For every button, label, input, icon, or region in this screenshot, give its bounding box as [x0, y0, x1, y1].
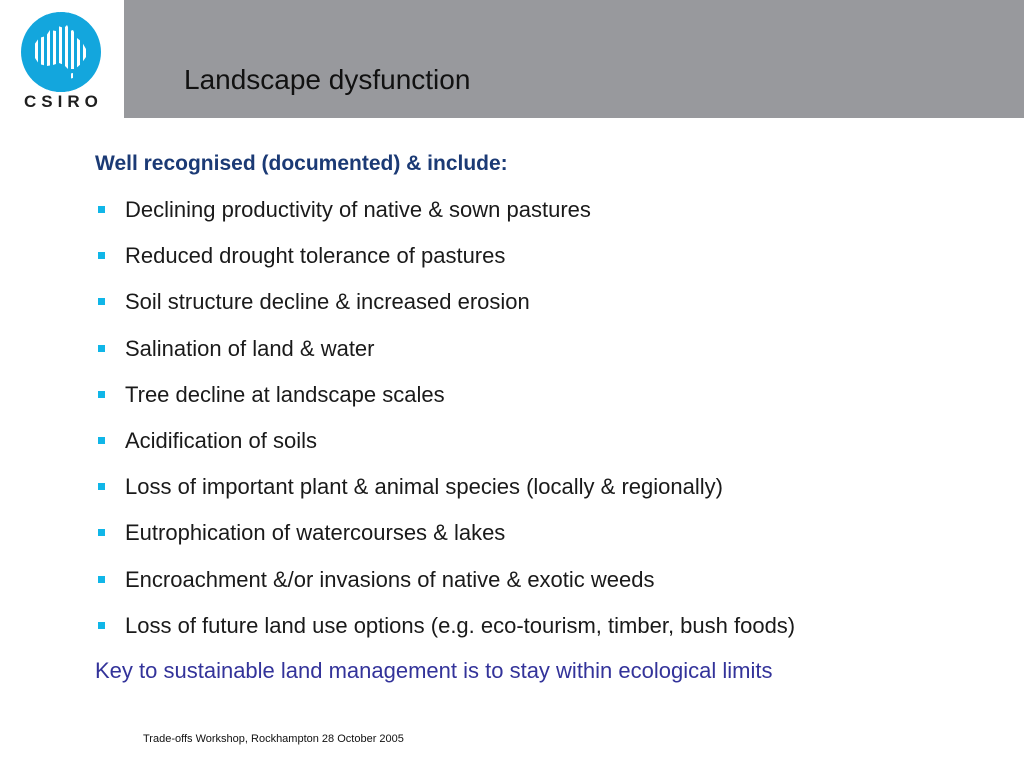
section-heading: Well recognised (documented) & include:	[95, 152, 508, 175]
bullet-item	[95, 471, 995, 517]
square-bullet-icon	[98, 622, 105, 629]
footer-text: Trade-offs Workshop, Rockhampton 28 October 2005	[143, 733, 404, 745]
logo-text: CSIRO	[24, 92, 103, 111]
logo-area	[0, 0, 124, 118]
bullet-item	[95, 425, 995, 471]
bullet-text: Loss of important plant & animal species (locally & regionally)	[125, 474, 723, 500]
square-bullet-icon	[98, 298, 105, 305]
bullet-text: Reduced drought tolerance of pastures	[125, 243, 506, 269]
key-statement: Key to sustainable land management is to stay within ecological limits	[95, 657, 773, 683]
bullet-text: Loss of future land use options (e.g. eco-tourism, timber, bush foods)	[125, 612, 796, 638]
bullet-item	[95, 194, 995, 240]
bullet-text: Eutrophication of watercourses & lakes	[125, 520, 506, 546]
square-bullet-icon	[98, 391, 105, 398]
square-bullet-icon	[98, 529, 105, 536]
bullet-item	[95, 333, 995, 379]
bullet-item	[95, 240, 995, 286]
bullet-text: Acidification of soils	[125, 427, 317, 453]
bullet-text: Encroachment &/or invasions of native & exotic weeds	[125, 566, 655, 592]
square-bullet-icon	[98, 437, 105, 444]
square-bullet-icon	[98, 483, 105, 490]
square-bullet-icon	[98, 345, 105, 352]
bullet-text: Declining productivity of native & sown pastures	[125, 197, 591, 222]
slide-title: Landscape dysfunction	[184, 64, 471, 95]
bullet-text: Salination of land & water	[125, 335, 375, 361]
bullet-item	[95, 564, 995, 610]
bullet-text: Tree decline at landscape scales	[125, 381, 445, 407]
csiro-australia-globe-icon	[20, 11, 102, 93]
bullet-item	[95, 286, 995, 332]
slide-content	[95, 148, 995, 687]
bullet-list	[95, 194, 995, 656]
bullet-text: Soil structure decline & increased erosion	[125, 289, 530, 315]
square-bullet-icon	[98, 252, 105, 259]
square-bullet-icon	[98, 576, 105, 583]
bullet-item	[95, 610, 995, 656]
bullet-item	[95, 379, 995, 425]
bullet-item	[95, 517, 995, 563]
square-bullet-icon	[98, 206, 105, 213]
title-bar	[124, 0, 1024, 118]
